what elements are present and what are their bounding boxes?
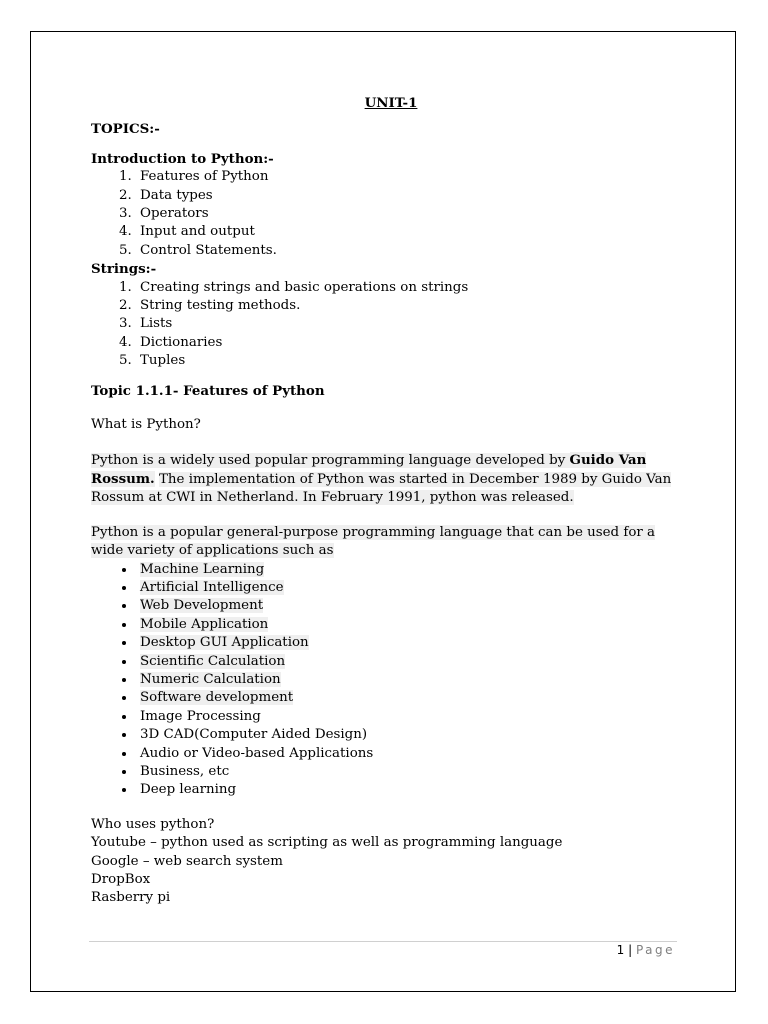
topic-heading: Topic 1.1.1- Features of Python (91, 382, 325, 399)
list-item: • Machine Learning (136, 561, 691, 579)
list-item: • Numeric Calculation (136, 671, 691, 689)
user-line: Youtube – python used as scripting as well as programming language (91, 835, 563, 851)
unit-title: UNIT-1 (364, 95, 418, 111)
list-item: • Audio or Video-based Applications (136, 745, 691, 763)
page-content (91, 94, 691, 908)
list-item: 3. Lists (136, 315, 691, 333)
history-text-rest: The implementation of Python was started in December 1989 by Guido Van Rossum at CWI in Netherland. In February 1991, python was released. (91, 471, 672, 506)
page-label: Page (635, 943, 675, 957)
author-name: Guido Van Rossum. (91, 451, 647, 487)
history-text: Python is a widely used popular programming language developed by (91, 452, 570, 468)
applications-intro: Python is a popular general-purpose programming language that can be used for a wide variety of applications such as (91, 524, 656, 559)
list-item: • Business, etc (136, 763, 691, 781)
user-line: Google – web search system (91, 853, 283, 869)
user-line: DropBox (91, 872, 151, 888)
list-item: • Artificial Intelligence (136, 579, 691, 597)
paragraph-applications (91, 524, 691, 561)
page-number-separator: | (624, 943, 636, 957)
list-item: • Web Development (136, 597, 691, 615)
list-item: • 3D CAD(Computer Aided Design) (136, 726, 691, 744)
document-page (30, 31, 736, 992)
topics-heading: TOPICS:- (91, 121, 160, 138)
list-item: • Image Processing (136, 708, 691, 726)
user-line: Rasberry pi (91, 890, 171, 906)
list-item: 1. Creating strings and basic operations on strings (136, 279, 691, 297)
intro-list (91, 168, 691, 260)
question-who-uses-python: Who uses python? (91, 816, 215, 832)
list-item: 4. Input and output (136, 223, 691, 241)
list-item: 3. Operators (136, 205, 691, 223)
list-item: 4. Dictionaries (136, 334, 691, 352)
list-item: • Deep learning (136, 781, 691, 799)
list-item: 2. Data types (136, 187, 691, 205)
page-number-value: 1 (616, 943, 625, 957)
list-item: 5. Tuples (136, 352, 691, 370)
list-item: • Desktop GUI Application (136, 634, 691, 652)
strings-list (91, 279, 691, 371)
page-number (617, 943, 675, 957)
list-item: 1. Features of Python (136, 168, 691, 186)
applications-list (91, 561, 691, 800)
list-item: • Scientific Calculation (136, 653, 691, 671)
paragraph-history (91, 451, 691, 508)
list-item: 2. String testing methods. (136, 297, 691, 315)
question-what-is-python: What is Python? (91, 417, 201, 433)
list-item: • Software development (136, 689, 691, 707)
footer-rule (89, 941, 677, 943)
list-item: 5. Control Statements. (136, 242, 691, 260)
list-item: • Mobile Application (136, 616, 691, 634)
intro-heading: Introduction to Python:- (91, 150, 274, 167)
strings-heading: Strings:- (91, 261, 157, 278)
